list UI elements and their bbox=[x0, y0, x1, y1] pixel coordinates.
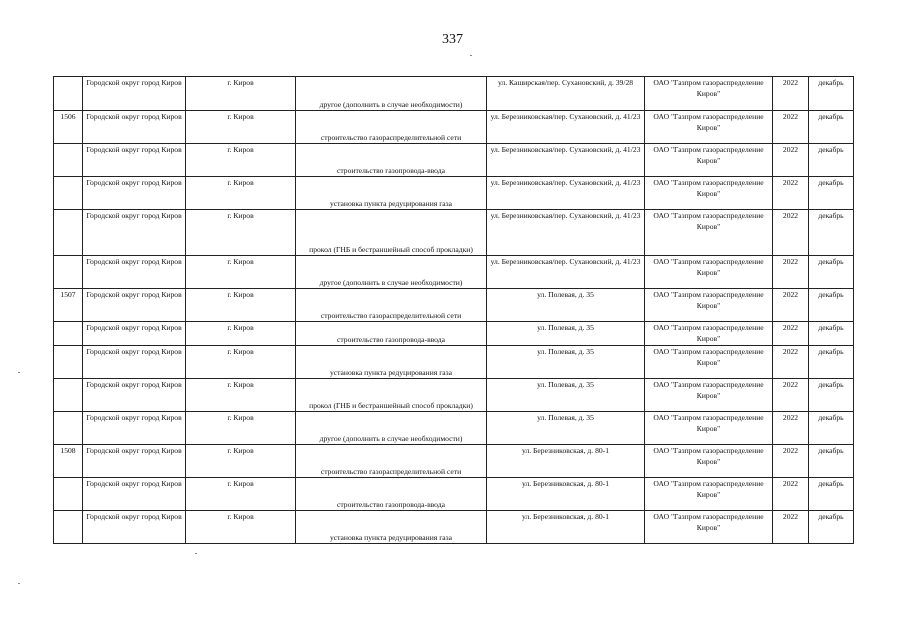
locality-cell: г. Киров bbox=[186, 144, 296, 177]
year-cell: 2022 bbox=[773, 289, 809, 322]
row-number bbox=[54, 322, 83, 346]
row-number bbox=[54, 77, 83, 111]
year-cell: 2022 bbox=[773, 256, 809, 289]
scan-mark bbox=[195, 553, 197, 554]
work-type-cell: строительство газораспределительной сети bbox=[296, 289, 487, 322]
organization-cell: ОАО "Газпром газораспределение Киров" bbox=[645, 445, 773, 478]
locality-cell: г. Киров bbox=[186, 412, 296, 445]
row-number bbox=[54, 256, 83, 289]
table-row bbox=[54, 77, 854, 111]
address-cell: ул. Березниковская/пер. Сухановский, д. 41/23 bbox=[487, 210, 645, 256]
month-cell: декабрь bbox=[809, 412, 854, 445]
table-row bbox=[54, 379, 854, 412]
month-cell: декабрь bbox=[809, 445, 854, 478]
address-cell: ул. Полевая, д. 35 bbox=[487, 322, 645, 346]
municipality-cell: Городской округ город Киров bbox=[83, 379, 186, 412]
year-cell: 2022 bbox=[773, 412, 809, 445]
organization-cell: ОАО "Газпром газораспределение Киров" bbox=[645, 412, 773, 445]
work-type-cell: другое (дополнить в случае необходимости) bbox=[296, 412, 487, 445]
address-cell: ул. Полевая, д. 35 bbox=[487, 289, 645, 322]
month-cell: декабрь bbox=[809, 210, 854, 256]
locality-cell: г. Киров bbox=[186, 322, 296, 346]
locality-cell: г. Киров bbox=[186, 77, 296, 111]
table-row bbox=[54, 256, 854, 289]
year-cell: 2022 bbox=[773, 478, 809, 511]
municipality-cell: Городской округ город Киров bbox=[83, 445, 186, 478]
locality-cell: г. Киров bbox=[186, 379, 296, 412]
year-cell: 2022 bbox=[773, 210, 809, 256]
row-number bbox=[54, 511, 83, 544]
municipality-cell: Городской округ город Киров bbox=[83, 256, 186, 289]
work-type-cell: строительство газопровода-ввода bbox=[296, 322, 487, 346]
municipality-cell: Городской округ город Киров bbox=[83, 289, 186, 322]
month-cell: декабрь bbox=[809, 322, 854, 346]
work-type-cell: установка пункта редуцирования газа bbox=[296, 177, 487, 210]
municipality-cell: Городской округ город Киров bbox=[83, 177, 186, 210]
year-cell: 2022 bbox=[773, 322, 809, 346]
year-cell: 2022 bbox=[773, 77, 809, 111]
table-row bbox=[54, 144, 854, 177]
month-cell: декабрь bbox=[809, 478, 854, 511]
locality-cell: г. Киров bbox=[186, 445, 296, 478]
month-cell: декабрь bbox=[809, 111, 854, 144]
locality-cell: г. Киров bbox=[186, 177, 296, 210]
locality-cell: г. Киров bbox=[186, 256, 296, 289]
address-cell: ул. Полевая, д. 35 bbox=[487, 412, 645, 445]
work-type-cell: установка пункта редуцирования газа bbox=[296, 511, 487, 544]
locality-cell: г. Киров bbox=[186, 478, 296, 511]
month-cell: декабрь bbox=[809, 346, 854, 379]
gasification-table bbox=[53, 76, 854, 544]
table-row bbox=[54, 111, 854, 144]
locality-cell: г. Киров bbox=[186, 111, 296, 144]
row-number bbox=[54, 144, 83, 177]
row-number bbox=[54, 177, 83, 210]
year-cell: 2022 bbox=[773, 379, 809, 412]
row-number bbox=[54, 346, 83, 379]
month-cell: декабрь bbox=[809, 289, 854, 322]
work-type-cell: другое (дополнить в случае необходимости) bbox=[296, 256, 487, 289]
scan-mark bbox=[470, 55, 472, 56]
municipality-cell: Городской округ город Киров bbox=[83, 346, 186, 379]
row-number bbox=[54, 412, 83, 445]
municipality-cell: Городской округ город Киров bbox=[83, 77, 186, 111]
organization-cell: ОАО "Газпром газораспределение Киров" bbox=[645, 322, 773, 346]
address-cell: ул. Полевая, д. 35 bbox=[487, 346, 645, 379]
organization-cell: ОАО "Газпром газораспределение Киров" bbox=[645, 77, 773, 111]
work-type-cell: строительство газопровода-ввода bbox=[296, 144, 487, 177]
locality-cell: г. Киров bbox=[186, 511, 296, 544]
table-row bbox=[54, 511, 854, 544]
organization-cell: ОАО "Газпром газораспределение Киров" bbox=[645, 177, 773, 210]
address-cell: ул. Березниковская/пер. Сухановский, д. 41/23 bbox=[487, 177, 645, 210]
row-number: 1507 bbox=[54, 289, 83, 322]
year-cell: 2022 bbox=[773, 511, 809, 544]
municipality-cell: Городской округ город Киров bbox=[83, 511, 186, 544]
row-number bbox=[54, 379, 83, 412]
table-body bbox=[54, 77, 854, 544]
year-cell: 2022 bbox=[773, 445, 809, 478]
work-type-cell: строительство газораспределительной сети bbox=[296, 111, 487, 144]
organization-cell: ОАО "Газпром газораспределение Киров" bbox=[645, 256, 773, 289]
year-cell: 2022 bbox=[773, 346, 809, 379]
organization-cell: ОАО "Газпром газораспределение Киров" bbox=[645, 346, 773, 379]
table-row bbox=[54, 322, 854, 346]
month-cell: декабрь bbox=[809, 77, 854, 111]
municipality-cell: Городской округ город Киров bbox=[83, 412, 186, 445]
organization-cell: ОАО "Газпром газораспределение Киров" bbox=[645, 210, 773, 256]
row-number bbox=[54, 210, 83, 256]
table-row bbox=[54, 445, 854, 478]
scan-mark bbox=[18, 372, 20, 373]
address-cell: ул. Березниковская/пер. Сухановский, д. 41/23 bbox=[487, 144, 645, 177]
work-type-cell: другое (дополнить в случае необходимости) bbox=[296, 77, 487, 111]
year-cell: 2022 bbox=[773, 144, 809, 177]
locality-cell: г. Киров bbox=[186, 289, 296, 322]
month-cell: декабрь bbox=[809, 379, 854, 412]
organization-cell: ОАО "Газпром газораспределение Киров" bbox=[645, 111, 773, 144]
municipality-cell: Городской округ город Киров bbox=[83, 478, 186, 511]
work-type-cell: прокол (ГНБ и бестраншейный способ прокладки) bbox=[296, 379, 487, 412]
month-cell: декабрь bbox=[809, 144, 854, 177]
municipality-cell: Городской округ город Киров bbox=[83, 322, 186, 346]
table-row bbox=[54, 346, 854, 379]
table-row bbox=[54, 412, 854, 445]
row-number: 1508 bbox=[54, 445, 83, 478]
address-cell: ул. Березниковская/пер. Сухановский, д. 41/23 bbox=[487, 256, 645, 289]
organization-cell: ОАО "Газпром газораспределение Киров" bbox=[645, 478, 773, 511]
row-number bbox=[54, 478, 83, 511]
municipality-cell: Городской округ город Киров bbox=[83, 111, 186, 144]
work-type-cell: установка пункта редуцирования газа bbox=[296, 346, 487, 379]
address-cell: ул. Березниковская/пер. Сухановский, д. 41/23 bbox=[487, 111, 645, 144]
address-cell: ул. Каширская/пер. Сухановский, д. 39/28 bbox=[487, 77, 645, 111]
address-cell: ул. Полевая, д. 35 bbox=[487, 379, 645, 412]
table-row bbox=[54, 478, 854, 511]
municipality-cell: Городской округ город Киров bbox=[83, 144, 186, 177]
work-type-cell: строительство газопровода-ввода bbox=[296, 478, 487, 511]
table-row bbox=[54, 177, 854, 210]
locality-cell: г. Киров bbox=[186, 210, 296, 256]
address-cell: ул. Березниковская, д. 80-1 bbox=[487, 445, 645, 478]
address-cell: ул. Березниковская, д. 80-1 bbox=[487, 511, 645, 544]
month-cell: декабрь bbox=[809, 177, 854, 210]
work-type-cell: строительство газораспределительной сети bbox=[296, 445, 487, 478]
table-row bbox=[54, 289, 854, 322]
address-cell: ул. Березниковская, д. 80-1 bbox=[487, 478, 645, 511]
page-number: 337 bbox=[442, 32, 463, 47]
month-cell: декабрь bbox=[809, 256, 854, 289]
table-row bbox=[54, 210, 854, 256]
organization-cell: ОАО "Газпром газораспределение Киров" bbox=[645, 144, 773, 177]
organization-cell: ОАО "Газпром газораспределение Киров" bbox=[645, 511, 773, 544]
row-number: 1506 bbox=[54, 111, 83, 144]
organization-cell: ОАО "Газпром газораспределение Киров" bbox=[645, 379, 773, 412]
municipality-cell: Городской округ город Киров bbox=[83, 210, 186, 256]
month-cell: декабрь bbox=[809, 511, 854, 544]
year-cell: 2022 bbox=[773, 177, 809, 210]
organization-cell: ОАО "Газпром газораспределение Киров" bbox=[645, 289, 773, 322]
year-cell: 2022 bbox=[773, 111, 809, 144]
scan-mark bbox=[18, 583, 20, 584]
work-type-cell: прокол (ГНБ и бестраншейный способ прокладки) bbox=[296, 210, 487, 256]
locality-cell: г. Киров bbox=[186, 346, 296, 379]
